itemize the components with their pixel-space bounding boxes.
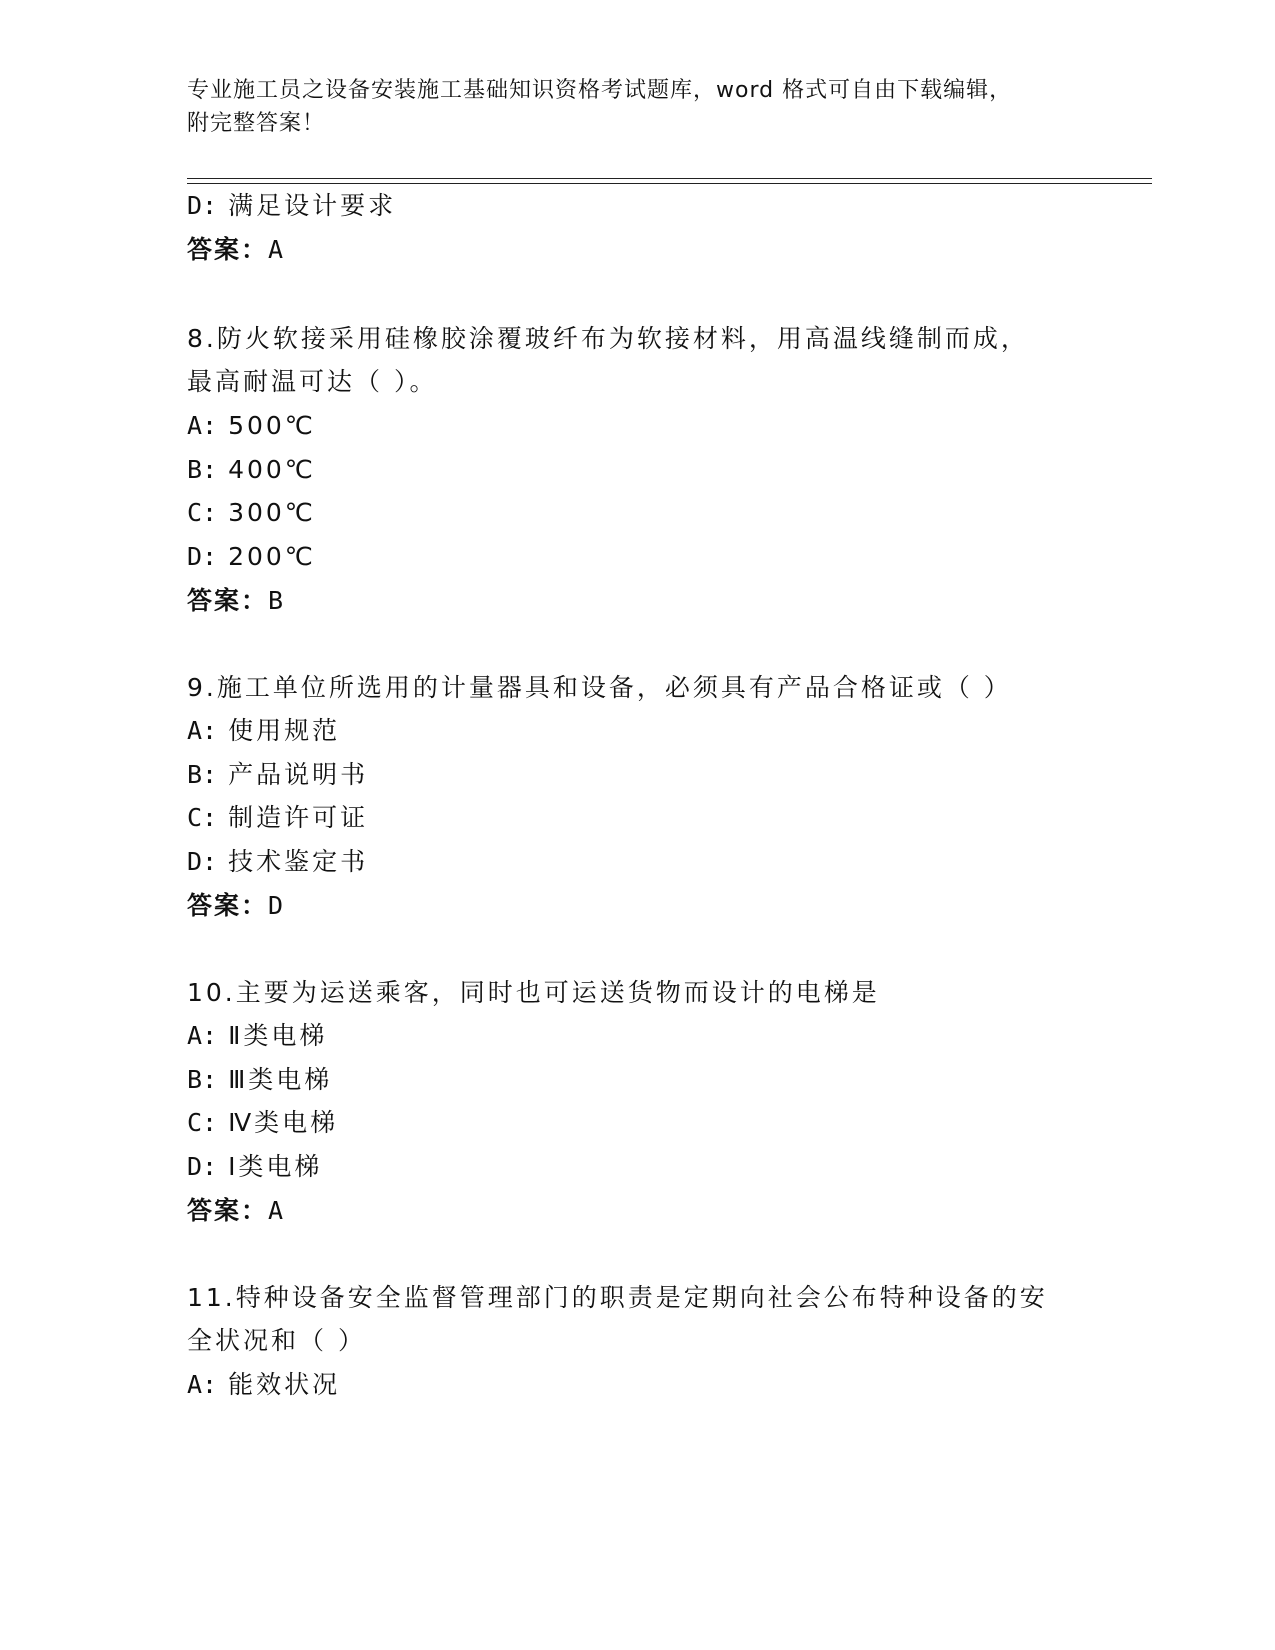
option-text: 产品说明书 bbox=[228, 760, 369, 789]
q8-option-a bbox=[187, 410, 316, 442]
option-text: 技术鉴定书 bbox=[228, 847, 369, 876]
option-label: A: bbox=[187, 411, 218, 440]
q9-answer bbox=[187, 890, 283, 922]
q10-option-a bbox=[187, 1020, 327, 1052]
q10-option-c bbox=[187, 1107, 338, 1139]
q8-option-c bbox=[187, 497, 316, 529]
header-divider-bottom bbox=[187, 183, 1152, 184]
q8-stem-line-1: 8.防火软接采用硅橡胶涂覆玻纤布为软接材料，用高温线缝制而成， bbox=[187, 324, 1029, 353]
option-text: 使用规范 bbox=[228, 716, 341, 745]
q7-answer bbox=[187, 234, 283, 266]
option-text: 制造许可证 bbox=[228, 803, 369, 832]
option-label: C: bbox=[187, 498, 218, 527]
header-line-2: 附完整答案！ bbox=[187, 111, 326, 136]
option-text: 300℃ bbox=[228, 498, 316, 527]
option-text: 满足设计要求 bbox=[228, 191, 397, 220]
q10-answer bbox=[187, 1195, 283, 1227]
q8-stem-line-2: 最高耐温可达（ ）。 bbox=[187, 367, 438, 396]
q9-option-c bbox=[187, 802, 368, 834]
q11-stem-line-1: 11.特种设备安全监督管理部门的职责是定期向社会公布特种设备的安 bbox=[187, 1283, 1048, 1312]
option-label: D: bbox=[187, 847, 218, 876]
option-label: B: bbox=[187, 760, 218, 789]
option-label: C: bbox=[187, 1108, 218, 1137]
option-text: 能效状况 bbox=[228, 1370, 341, 1399]
q8-option-b bbox=[187, 454, 316, 486]
option-label: A: bbox=[187, 716, 218, 745]
q9-option-a bbox=[187, 715, 340, 747]
option-label: A: bbox=[187, 1370, 218, 1399]
document-header bbox=[187, 74, 1067, 140]
q11-option-a bbox=[187, 1369, 340, 1401]
option-text: Ⅱ类电梯 bbox=[228, 1021, 328, 1050]
q9-option-b bbox=[187, 759, 368, 791]
answer-value: A bbox=[268, 235, 284, 264]
header-divider-top bbox=[187, 178, 1152, 179]
option-label: B: bbox=[187, 455, 218, 484]
option-label: D: bbox=[187, 191, 218, 220]
answer-label: 答案： bbox=[187, 891, 269, 920]
answer-label: 答案： bbox=[187, 1196, 269, 1225]
answer-value: B bbox=[268, 586, 284, 615]
option-text: 500℃ bbox=[228, 411, 316, 440]
q10-option-b bbox=[187, 1064, 332, 1096]
option-text: Ⅳ类电梯 bbox=[228, 1108, 339, 1137]
option-text: 400℃ bbox=[228, 455, 316, 484]
option-label: D: bbox=[187, 542, 218, 571]
option-label: D: bbox=[187, 1152, 218, 1181]
q10-stem-line-1: 10.主要为运送乘客，同时也可运送货物而设计的电梯是 bbox=[187, 978, 880, 1007]
header-line-1: 专业施工员之设备安装施工基础知识资格考试题库，word 格式可自由下载编辑， bbox=[187, 78, 1013, 103]
option-label: C: bbox=[187, 803, 218, 832]
answer-value: A bbox=[268, 1196, 284, 1225]
option-text: Ⅲ类电梯 bbox=[228, 1065, 333, 1094]
q9-option-d bbox=[187, 846, 368, 878]
answer-label: 答案： bbox=[187, 586, 269, 615]
q10-option-d bbox=[187, 1151, 322, 1183]
q8-answer bbox=[187, 585, 283, 617]
option-text: 200℃ bbox=[228, 542, 316, 571]
answer-label: 答案： bbox=[187, 235, 269, 264]
q7-option-d bbox=[187, 190, 396, 222]
q11-stem-line-2: 全状况和（ ） bbox=[187, 1326, 366, 1355]
option-text: Ⅰ类电梯 bbox=[228, 1152, 323, 1181]
q8-option-d bbox=[187, 541, 316, 573]
answer-value: D bbox=[268, 891, 284, 920]
option-label: A: bbox=[187, 1021, 218, 1050]
q9-stem-line-1: 9.施工单位所选用的计量器具和设备，必须具有产品合格证或（ ） bbox=[187, 673, 1012, 702]
option-label: B: bbox=[187, 1065, 218, 1094]
